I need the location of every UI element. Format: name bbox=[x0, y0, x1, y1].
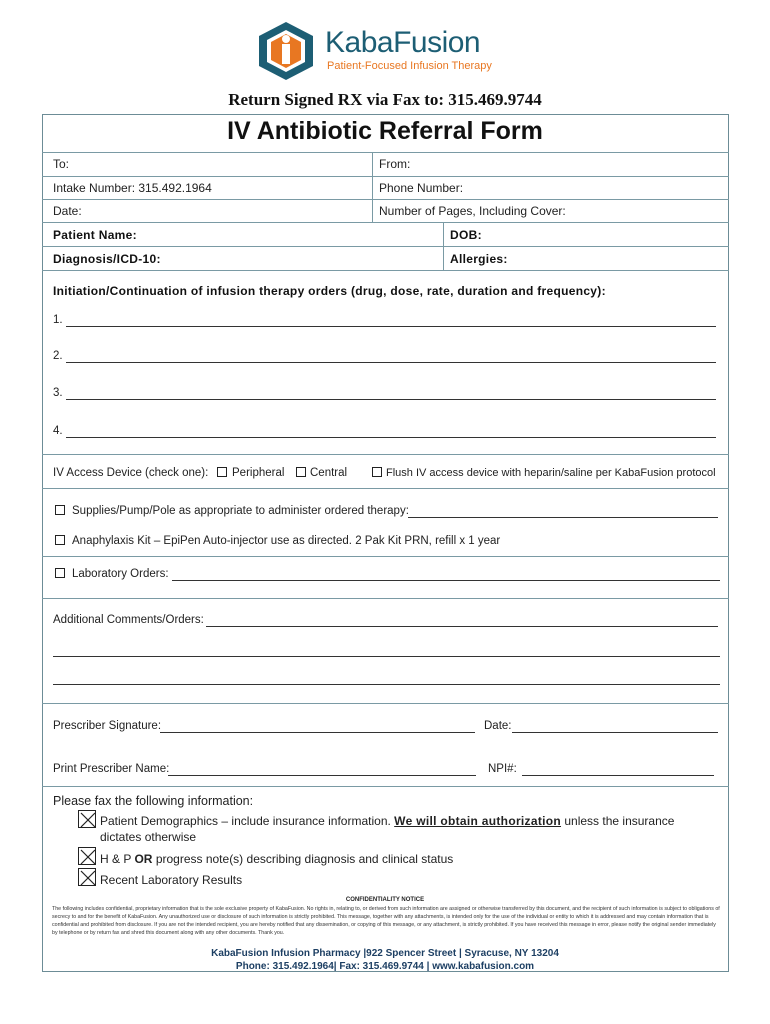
check-x-icon bbox=[79, 848, 97, 866]
check-x-icon bbox=[79, 869, 97, 887]
lab-orders-label: Laboratory Orders: bbox=[72, 568, 169, 580]
access-label: IV Access Device (check one): bbox=[53, 467, 209, 479]
lab-orders-checkbox[interactable] bbox=[55, 568, 65, 578]
date-field[interactable]: Date: bbox=[53, 204, 82, 218]
progress-notes-text: progress note(s) describing diagnosis and clinical status bbox=[155, 852, 454, 866]
signature-date-line[interactable] bbox=[512, 732, 718, 733]
grid-line bbox=[42, 488, 729, 489]
insurance-text: unless the insurance bbox=[564, 814, 675, 828]
fax-info-heading: Please fax the following information: bbox=[53, 794, 254, 808]
grid-line bbox=[42, 786, 729, 787]
check-x-icon bbox=[79, 811, 97, 829]
grid-line bbox=[42, 222, 729, 223]
intake-number: Intake Number: 315.492.1964 bbox=[53, 181, 212, 195]
prescriber-signature-line[interactable] bbox=[160, 732, 475, 733]
confidentiality-title: CONFIDENTIALITY NOTICE bbox=[345, 897, 425, 903]
company-logo bbox=[255, 18, 495, 84]
grid-line bbox=[372, 152, 373, 222]
dob-field[interactable]: DOB: bbox=[450, 228, 482, 242]
hp-checked-box[interactable] bbox=[78, 847, 96, 865]
diagnosis-field[interactable]: Diagnosis/ICD-10: bbox=[53, 252, 161, 266]
grid-line bbox=[42, 176, 729, 177]
logo-mark-icon bbox=[255, 20, 317, 82]
lab-orders-line[interactable] bbox=[172, 580, 720, 581]
grid-line bbox=[42, 556, 729, 557]
prescriber-signature-label: Prescriber Signature: bbox=[53, 720, 162, 732]
flush-checkbox[interactable] bbox=[372, 467, 382, 477]
patient-name-field[interactable]: Patient Name: bbox=[53, 228, 137, 242]
footer-address: KabaFusion Infusion Pharmacy |922 Spencer Street | Syracuse, NY 13204 bbox=[211, 948, 559, 959]
anaphylaxis-label: Anaphylaxis Kit – EpiPen Auto-injector use as directed. 2 Pak Kit PRN, refill x 1 year bbox=[72, 535, 501, 547]
from-field[interactable]: From: bbox=[379, 157, 411, 171]
grid-line bbox=[42, 703, 729, 704]
to-field[interactable]: To: bbox=[53, 157, 70, 171]
comments-line-2[interactable] bbox=[53, 656, 720, 657]
logo-name: KabaFusion bbox=[325, 26, 481, 59]
npi-line[interactable] bbox=[522, 775, 714, 776]
order-line-2[interactable] bbox=[66, 362, 716, 363]
demographics-checked-box[interactable] bbox=[78, 810, 96, 828]
orders-heading: Initiation/Continuation of infusion therapy orders (drug, dose, rate, duration and frequency): bbox=[53, 284, 606, 298]
npi-label: NPI#: bbox=[488, 763, 517, 775]
comments-line-3[interactable] bbox=[53, 684, 720, 685]
order-line-label: 2. bbox=[53, 350, 63, 362]
signature-date-label: Date: bbox=[484, 720, 512, 732]
grid-line bbox=[42, 454, 729, 455]
hp-text: H & P bbox=[100, 852, 132, 866]
supplies-line[interactable] bbox=[408, 517, 718, 518]
supplies-checkbox[interactable] bbox=[55, 505, 65, 515]
print-name-label: Print Prescriber Name: bbox=[53, 763, 170, 775]
or-text: OR bbox=[134, 852, 153, 866]
order-line-1[interactable] bbox=[66, 326, 716, 327]
order-line-label: 1. bbox=[53, 314, 63, 326]
allergies-field[interactable]: Allergies: bbox=[450, 252, 508, 266]
form-title: IV Antibiotic Referral Form bbox=[227, 117, 543, 145]
demographics-text: Patient Demographics – include insurance information. bbox=[100, 814, 391, 828]
order-line-label: 4. bbox=[53, 425, 63, 437]
anaphylaxis-checkbox[interactable] bbox=[55, 535, 65, 545]
grid-line bbox=[42, 199, 729, 200]
grid-line bbox=[42, 270, 729, 271]
pages-field[interactable]: Number of Pages, Including Cover: bbox=[379, 204, 566, 218]
comments-label: Additional Comments/Orders: bbox=[53, 614, 204, 626]
authorization-text: We will obtain authorization bbox=[394, 814, 562, 828]
central-checkbox[interactable] bbox=[296, 467, 306, 477]
order-line-3[interactable] bbox=[66, 399, 716, 400]
print-name-line[interactable] bbox=[168, 775, 476, 776]
confidentiality-text: The following includes confidential, proprietary information that is the sole exclusive property of KabaFusion. No rights in, relating to, or derived from such information are assigned or otherwise transferred by this document, and the recipient of such information is subject to obligations of secrecy to and for the benefit of KabaFusion. Any unauthorized use or disclosure of such information is strictly prohibited. This message, together with any attachments, is intended only for the use of the individual or entity to which it is addressed and may contain information that is confidential and prohibited from disclosure. If you are not the intended recipient, you are hereby notified that any dissemination, or copying of this message, or any attachment, is strictly prohibited. If you have received this message in error, please notify the original sender immediately by telephone or by return fax and shred this document along with any other documents. Thank you. bbox=[52, 906, 720, 936]
comments-line-1[interactable] bbox=[206, 626, 718, 627]
order-line-4[interactable] bbox=[66, 437, 716, 438]
grid-line bbox=[42, 246, 729, 247]
peripheral-checkbox[interactable] bbox=[217, 467, 227, 477]
demographics-label bbox=[100, 814, 674, 828]
supplies-label: Supplies/Pump/Pole as appropriate to administer ordered therapy: bbox=[72, 505, 409, 517]
phone-number-field[interactable]: Phone Number: bbox=[379, 181, 464, 195]
flush-label: Flush IV access device with heparin/saline per KabaFusion protocol bbox=[386, 467, 716, 479]
return-fax-line: Return Signed RX via Fax to: 315.469.9744 bbox=[228, 90, 542, 109]
grid-line bbox=[42, 598, 729, 599]
peripheral-label: Peripheral bbox=[232, 467, 285, 479]
dictates-text: dictates otherwise bbox=[100, 830, 197, 844]
lab-results-label: Recent Laboratory Results bbox=[100, 873, 243, 887]
order-line-label: 3. bbox=[53, 387, 63, 399]
central-label: Central bbox=[310, 467, 348, 479]
grid-line bbox=[443, 222, 444, 270]
grid-line bbox=[42, 152, 729, 153]
hp-label bbox=[100, 852, 453, 866]
footer-contact: Phone: 315.492.1964| Fax: 315.469.9744 | www.kabafusion.com bbox=[235, 961, 535, 972]
logo-tagline: Patient-Focused Infusion Therapy bbox=[327, 60, 492, 72]
lab-results-checked-box[interactable] bbox=[78, 868, 96, 886]
